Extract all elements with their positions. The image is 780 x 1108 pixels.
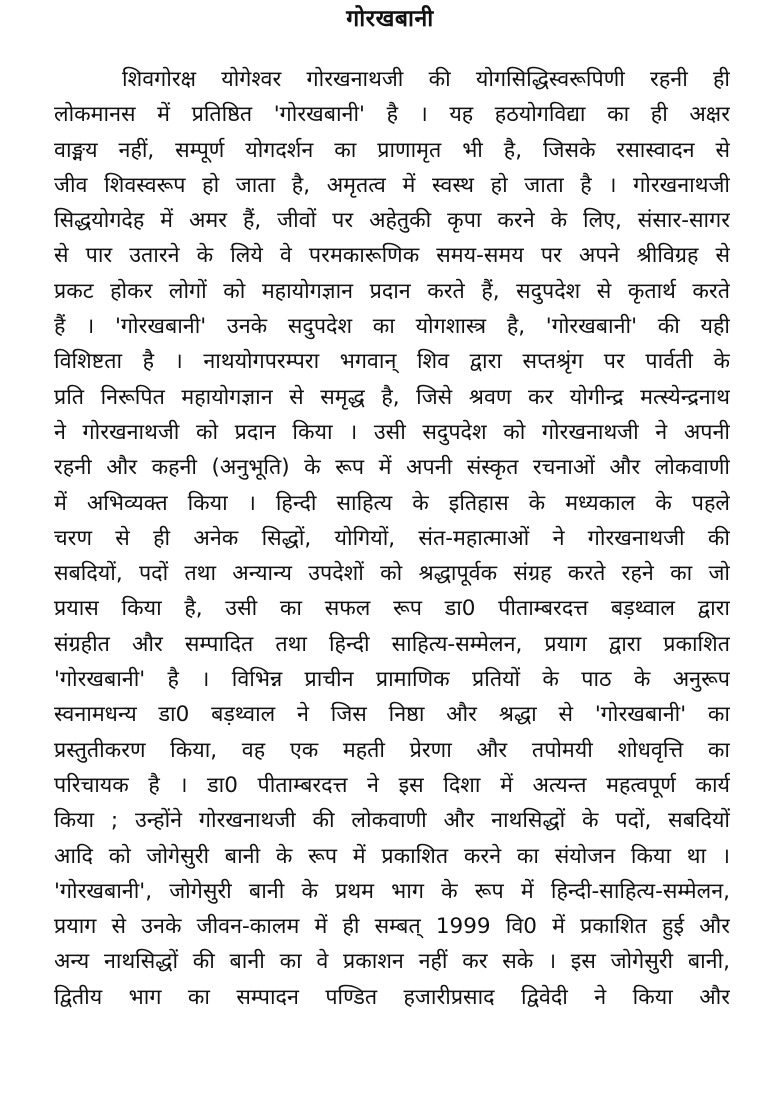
text-line: लोकमानस में प्रतिष्ठित 'गोरखबानी' है । यह हठयोगविद्या का ही अक्षर xyxy=(54,102,730,128)
text-line: रहनी और कहनी (अनुभूति) के रूप में अपनी संस्कृत रचनाओं और लोकवाणी xyxy=(54,455,730,481)
text-line: संग्रहीत और सम्पादित तथा हिन्दी साहित्य-सम्मेलन, प्रयाग द्वारा प्रकाशित xyxy=(54,631,730,657)
text-line: स्वनामधन्य डा0 बड़थ्वाल ने जिस निष्ठा और श्रद्धा से 'गोरखबानी' का xyxy=(54,702,730,728)
text-line: द्वितीय भाग का सम्पादन पण्डित हजारीप्रसाद द्विवेदी ने किया और xyxy=(54,984,730,1010)
page-title: गोरखबानी xyxy=(346,6,434,32)
text-line: अन्य नाथसिद्धों की बानी का वे प्रकाशन नहीं कर सके । इस जोगेसुरी बानी, xyxy=(54,949,730,975)
text-line: वाङ्मय नहीं, सम्पूर्ण योगदर्शन का प्राणामृत भी है, जिसके रसास्वादन से xyxy=(54,137,730,163)
text-line: जीव शिवस्वरूप हो जाता है, अमृतत्व में स्वस्थ हो जाता है । गोरखनाथजी xyxy=(54,172,730,198)
text-line: सिद्धयोगदेह में अमर हैं, जीवों पर अहेतुकी कृपा करने के लिए, संसार-सागर xyxy=(54,208,730,234)
text-line: प्रकट होकर लोगों को महायोगज्ञान प्रदान करते हैं, सदुपदेश से कृतार्थ करते xyxy=(54,278,730,304)
text-line: प्रति निरूपित महायोगज्ञान से समृद्ध है, जिसे श्रवण कर योगीन्द्र मत्स्येन्द्रनाथ xyxy=(54,384,730,410)
text-line: शिवगोरक्ष योगेश्वर गोरखनाथजी की योगसिद्धिस्वरूपिणी रहनी ही xyxy=(122,67,730,92)
body-paragraph xyxy=(54,62,730,1015)
text-line: किया ; उन्होंने गोरखनाथजी की लोकवाणी और नाथसिद्धों के पदों, सबदियों xyxy=(54,808,730,834)
text-line: परिचायक है । डा0 पीताम्बरदत्त ने इस दिशा में अत्यन्त महत्वपूर्ण कार्य xyxy=(54,772,730,798)
text-line: में अभिव्यक्त किया । हिन्दी साहित्य के इतिहास के मध्यकाल के पहले xyxy=(54,490,730,516)
text-line: 'गोरखबानी', जोगेसुरी बानी के प्रथम भाग के रूप में हिन्दी-साहित्य-सम्मेलन, xyxy=(54,878,730,904)
text-line: प्रयाग से उनके जीवन-कालम में ही सम्बत् 1999 वि0 में प्रकाशित हुई और xyxy=(54,914,730,940)
text-line: प्रस्तुतीकरण किया, वह एक महती प्रेरणा और तपोमयी शोधवृत्ति का xyxy=(54,737,730,763)
text-line: हैं । 'गोरखबानी' उनके सदुपदेश का योगशास्त्र है, 'गोरखबानी' की यही xyxy=(54,314,730,340)
text-line: ने गोरखनाथजी को प्रदान किया । उसी सदुपदेश को गोरखनाथजी ने अपनी xyxy=(54,419,730,445)
text-line: चरण से ही अनेक सिद्धों, योगियों, संत-महात्माओं ने गोरखनाथजी की xyxy=(54,525,730,551)
text-line: 'गोरखबानी' है । विभिन्न प्राचीन प्रामाणिक प्रतियों के पाठ के अनुरूप xyxy=(54,667,730,693)
text-line: आदि को जोगेसुरी बानी के रूप में प्रकाशित करने का संयोजन किया था । xyxy=(54,843,730,869)
text-line: प्रयास किया है, उसी का सफल रूप डा0 पीताम्बरदत्त बड़थ्वाल द्वारा xyxy=(54,596,730,622)
text-line: सबदियों, पदों तथा अन्यान्य उपदेशों को श्रद्धापूर्वक संग्रह करते रहने का जो xyxy=(54,561,730,587)
text-line: से पार उतारने के लिये वे परमकारूणिक समय-समय पर अपने श्रीविग्रह से xyxy=(54,243,730,269)
text-line: विशिष्टता है । नाथयोगपरम्परा भगवान् शिव द्वारा सप्तश्रृंग पर पार्वती के xyxy=(54,349,730,375)
